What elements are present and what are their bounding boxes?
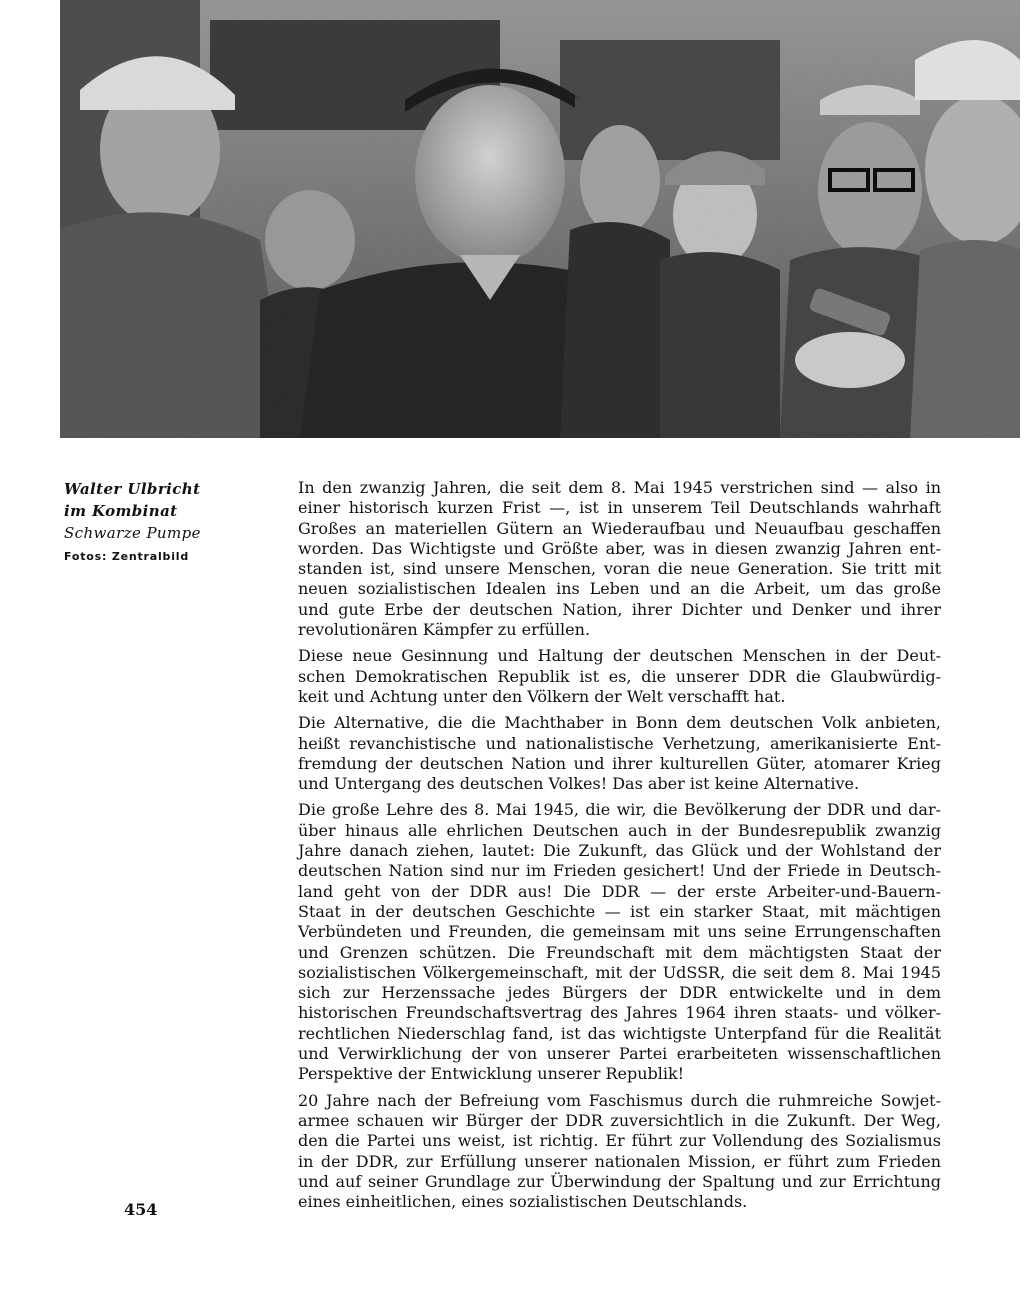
press-photo: [60, 0, 1020, 438]
paragraph: [298, 646, 941, 707]
text-line: Staat in der deutschen Geschichte — ist ein starker Staat, mit mächtigen: [298, 901, 941, 921]
text-line: Großes an materiellen Gütern an Wiederaufbau und Neuaufbau geschaffen: [298, 518, 941, 538]
text-line: worden. Das Wichtigste und Größte aber, was in diesen zwanzig Jahren ent-: [298, 538, 941, 558]
text-line: und auf seiner Grundlage zur Überwindung der Spaltung und zur Errichtung: [298, 1171, 941, 1191]
text-line: Jahre danach ziehen, lautet: Die Zukunft, das Glück und der Wohlstand der: [298, 841, 941, 861]
text-line: historischen Freundschaftsvertrag des Jahres 1964 ihren staats- und völker-: [298, 1003, 941, 1023]
press-photo-icon: [60, 0, 1020, 438]
photo-credit: Fotos: Zentralbild: [64, 550, 190, 563]
photo-caption: [64, 478, 254, 563]
caption-line: Walter Ulbricht: [64, 480, 201, 498]
text-line: keit und Achtung unter den Völkern der Welt verschafft hat.: [298, 686, 786, 706]
text-line: eines einheitlichen, eines sozialistischen Deutschlands.: [298, 1192, 748, 1212]
text-line: sich zur Herzenssache jedes Bürgers der DDR entwickelte und in dem: [298, 983, 941, 1003]
text-line: land geht von der DDR aus! Die DDR — der erste Arbeiter-und-Bauern-: [298, 881, 941, 901]
text-line: Perspektive der Entwicklung unserer Republik!: [298, 1064, 685, 1084]
text-line: über hinaus alle ehrlichen Deutschen auch in der Bundesrepublik zwanzig: [298, 820, 941, 840]
text-line: in der DDR, zur Erfüllung unserer nationalen Mission, er führt zum Frieden: [298, 1151, 941, 1171]
text-line: und Untergang des deutschen Volkes! Das aber ist keine Alternative.: [298, 774, 860, 794]
text-line: den die Partei uns weist, ist richtig. Er führt zur Vollendung des Sozialismus: [298, 1131, 941, 1151]
text-line: und gute Erbe der deutschen Nation, ihrer Dichter und Denker und ihrer: [298, 599, 941, 619]
paragraph: [298, 713, 941, 794]
caption-line: im Kombinat: [64, 502, 178, 520]
paragraph: [298, 1091, 941, 1213]
text-line: deutschen Nation sind nur im Frieden gesichert! Und der Friede in Deutsch-: [298, 861, 941, 881]
text-line: standen ist, sind unsere Menschen, voran die neue Generation. Sie tritt mit: [298, 559, 941, 579]
text-line: In den zwanzig Jahren, die seit dem 8. Mai 1945 verstrichen sind — also in: [298, 478, 941, 497]
text-line: armee schauen wir Bürger der DDR zuversichtlich in die Zukunft. Der Weg,: [298, 1110, 941, 1130]
text-line: rechtlichen Niederschlag fand, ist das wichtigste Unterpfand für die Realität: [298, 1023, 941, 1043]
text-line: Diese neue Gesinnung und Haltung der deutschen Menschen in der Deut-: [298, 646, 941, 666]
text-line: revolutionären Kämpfer zu erfüllen.: [298, 620, 591, 640]
text-line: Die Alternative, die die Machthaber in Bonn dem deutschen Volk anbieten,: [298, 713, 941, 733]
paragraph: [298, 478, 941, 640]
text-line: 20 Jahre nach der Befreiung vom Faschismus durch die ruhmreiche Sowjet-: [298, 1090, 941, 1110]
text-line: fremdung der deutschen Nation und ihrer kulturellen Güter, atomarer Krieg: [298, 753, 941, 773]
text-line: sozialistischen Völkergemeinschaft, mit der UdSSR, die seit dem 8. Mai 1945: [298, 962, 941, 982]
text-line: und Grenzen schützen. Die Freundschaft mit dem mächtigsten Staat der: [298, 942, 941, 962]
caption-line: Schwarze Pumpe: [64, 524, 201, 542]
text-line: neuen sozialistischen Idealen ins Leben und an die Arbeit, um das große: [298, 579, 941, 599]
article-body: [298, 478, 941, 1218]
text-line: einer historisch kurzen Frist —, ist in unserem Teil Deutschlands wahrhaft: [298, 498, 941, 518]
page-number: 454: [124, 1200, 158, 1219]
text-line: Die große Lehre des 8. Mai 1945, die wir, die Bevölkerung der DDR und dar-: [298, 800, 941, 820]
text-line: und Verwirklichung der von unserer Partei erarbeiteten wissenschaftlichen: [298, 1044, 941, 1064]
text-line: heißt revanchistische und nationalistische Verhetzung, amerikanisierte Ent-: [298, 733, 941, 753]
paragraph: [298, 800, 941, 1084]
text-line: schen Demokratischen Republik ist es, die unserer DDR die Glaubwürdig-: [298, 666, 941, 686]
text-line: Verbündeten und Freunden, die gemeinsam mit uns seine Errungenschaften: [298, 922, 941, 942]
